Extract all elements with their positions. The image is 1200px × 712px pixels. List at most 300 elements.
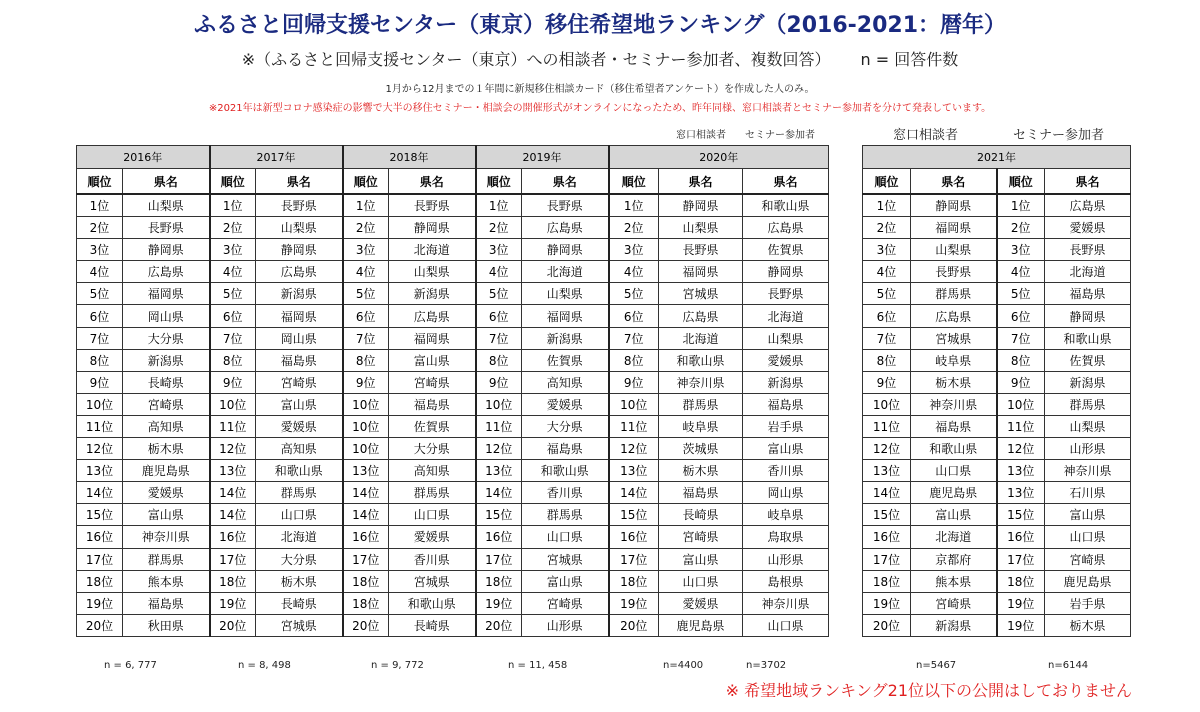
prefecture-cell-counter: 岐阜県 bbox=[911, 349, 997, 371]
prefecture-cell-counter: 神奈川県 bbox=[911, 393, 997, 415]
rank-cell-counter: 9位 bbox=[863, 371, 911, 393]
prefecture-cell-seminar: 岡山県 bbox=[743, 482, 829, 504]
rank-cell: 12位 bbox=[609, 438, 659, 460]
rank-cell: 5位 bbox=[343, 283, 389, 305]
table-row bbox=[863, 438, 1131, 460]
prefecture-cell: 北海道 bbox=[389, 239, 476, 261]
prefecture-cell-counter: 和歌山県 bbox=[911, 438, 997, 460]
prefecture-cell: 広島県 bbox=[522, 217, 609, 239]
prefecture-cell: 福島県 bbox=[123, 592, 210, 614]
year-header-2019: 2019年 bbox=[476, 146, 609, 169]
prefecture-cell-counter: 富山県 bbox=[911, 504, 997, 526]
prefecture-cell-seminar: 佐賀県 bbox=[1045, 349, 1131, 371]
prefecture-cell-counter: 長野県 bbox=[911, 261, 997, 283]
prefecture-cell-seminar: 石川県 bbox=[1045, 482, 1131, 504]
n-label-2019: n = 11, 458 bbox=[508, 660, 568, 671]
prefecture-cell: 大分県 bbox=[389, 438, 476, 460]
rank-cell: 14位 bbox=[210, 482, 256, 504]
table-row bbox=[863, 327, 1131, 349]
prefecture-cell: 新潟県 bbox=[522, 327, 609, 349]
rank-cell: 8位 bbox=[609, 349, 659, 371]
rank-cell: 16位 bbox=[210, 526, 256, 548]
rank-cell: 20位 bbox=[77, 614, 123, 636]
table-row bbox=[77, 570, 829, 592]
rank-cell-seminar: 8位 bbox=[997, 349, 1045, 371]
prefecture-cell-counter: 北海道 bbox=[911, 526, 997, 548]
prefecture-cell-seminar: 香川県 bbox=[743, 460, 829, 482]
subtitle-text: ※（ふるさと回帰支援センター（東京）への相談者・セミナー参加者、複数回答） bbox=[241, 50, 831, 69]
prefecture-cell: 山梨県 bbox=[522, 283, 609, 305]
table-row bbox=[77, 349, 829, 371]
prefecture-cell-seminar: 山形県 bbox=[1045, 438, 1131, 460]
prefecture-cell-seminar: 山口県 bbox=[1045, 526, 1131, 548]
rank-cell: 11位 bbox=[609, 415, 659, 437]
prefecture-cell: 宮崎県 bbox=[389, 371, 476, 393]
col-header-rank: 順位 bbox=[609, 169, 659, 195]
rank-cell: 10位 bbox=[476, 393, 522, 415]
prefecture-cell-counter: 熊本県 bbox=[911, 570, 997, 592]
prefecture-cell-counter: 鹿児島県 bbox=[659, 614, 743, 636]
prefecture-cell: 山梨県 bbox=[256, 217, 343, 239]
col-header-rank: 順位 bbox=[77, 169, 123, 195]
rank-cell: 17位 bbox=[476, 548, 522, 570]
rank-cell: 19位 bbox=[77, 592, 123, 614]
prefecture-cell-counter: 静岡県 bbox=[911, 194, 997, 217]
prefecture-cell-seminar: 福島県 bbox=[743, 393, 829, 415]
rank-cell: 19位 bbox=[476, 592, 522, 614]
prefecture-cell: 新潟県 bbox=[123, 349, 210, 371]
prefecture-cell: 長野県 bbox=[256, 194, 343, 217]
rank-cell: 8位 bbox=[476, 349, 522, 371]
prefecture-cell: 広島県 bbox=[389, 305, 476, 327]
rank-cell: 13位 bbox=[210, 460, 256, 482]
prefecture-cell: 大分県 bbox=[123, 327, 210, 349]
rank-cell: 18位 bbox=[343, 592, 389, 614]
prefecture-cell: 愛媛県 bbox=[522, 393, 609, 415]
col-header-rank-seminar: 順位 bbox=[997, 169, 1045, 195]
n-label-2021-seminar: n=6144 bbox=[1048, 660, 1089, 671]
rank-cell: 3位 bbox=[343, 239, 389, 261]
prefecture-cell-counter: 茨城県 bbox=[659, 438, 743, 460]
prefecture-cell: 秋田県 bbox=[123, 614, 210, 636]
table-row bbox=[77, 548, 829, 570]
rank-cell-counter: 3位 bbox=[863, 239, 911, 261]
prefecture-cell-counter: 宮崎県 bbox=[911, 592, 997, 614]
table-row bbox=[77, 592, 829, 614]
rank-cell: 14位 bbox=[77, 482, 123, 504]
prefecture-cell: 富山県 bbox=[522, 570, 609, 592]
rank-cell: 6位 bbox=[77, 305, 123, 327]
prefecture-cell: 佐賀県 bbox=[389, 415, 476, 437]
prefecture-cell: 高知県 bbox=[522, 371, 609, 393]
label-2020-seminar: セミナー参加者 bbox=[745, 130, 815, 141]
prefecture-cell: 宮城県 bbox=[522, 548, 609, 570]
prefecture-cell: 静岡県 bbox=[123, 239, 210, 261]
year-header-2021: 2021年 bbox=[863, 146, 1131, 169]
prefecture-cell-seminar: 広島県 bbox=[743, 217, 829, 239]
rank-cell-seminar: 7位 bbox=[997, 327, 1045, 349]
prefecture-cell: 宮城県 bbox=[256, 614, 343, 636]
table-row bbox=[863, 305, 1131, 327]
rank-cell-counter: 16位 bbox=[863, 526, 911, 548]
rank-cell: 3位 bbox=[210, 239, 256, 261]
rank-cell: 6位 bbox=[476, 305, 522, 327]
rank-cell: 1位 bbox=[609, 194, 659, 217]
rank-cell: 14位 bbox=[343, 504, 389, 526]
rank-cell-counter: 14位 bbox=[863, 482, 911, 504]
n-label-2018: n = 9, 772 bbox=[371, 660, 424, 671]
prefecture-cell: 群馬県 bbox=[522, 504, 609, 526]
rank-cell: 1位 bbox=[210, 194, 256, 217]
table-row bbox=[77, 504, 829, 526]
table-row bbox=[77, 194, 829, 217]
rank-cell: 10位 bbox=[343, 393, 389, 415]
rank-cell: 8位 bbox=[210, 349, 256, 371]
prefecture-cell-counter: 鹿児島県 bbox=[911, 482, 997, 504]
rank-cell: 4位 bbox=[343, 261, 389, 283]
rank-cell: 10位 bbox=[609, 393, 659, 415]
prefecture-cell: 長崎県 bbox=[256, 592, 343, 614]
rank-cell: 18位 bbox=[77, 570, 123, 592]
prefecture-cell-counter: 福島県 bbox=[659, 482, 743, 504]
prefecture-cell-seminar: 山梨県 bbox=[1045, 415, 1131, 437]
rank-cell: 14位 bbox=[609, 482, 659, 504]
col-header-pref-counter: 県名 bbox=[659, 169, 743, 195]
prefecture-cell: 新潟県 bbox=[256, 283, 343, 305]
rank-cell-seminar: 16位 bbox=[997, 526, 1045, 548]
prefecture-cell: 香川県 bbox=[389, 548, 476, 570]
rank-cell-seminar: 11位 bbox=[997, 415, 1045, 437]
prefecture-cell-seminar: 宮崎県 bbox=[1045, 548, 1131, 570]
prefecture-cell: 福岡県 bbox=[389, 327, 476, 349]
prefecture-cell: 和歌山県 bbox=[522, 460, 609, 482]
rank-cell: 9位 bbox=[77, 371, 123, 393]
rank-cell: 17位 bbox=[210, 548, 256, 570]
rank-cell-seminar: 19位 bbox=[997, 614, 1045, 636]
rank-cell: 4位 bbox=[210, 261, 256, 283]
rank-cell: 2位 bbox=[343, 217, 389, 239]
table-row bbox=[77, 217, 829, 239]
prefecture-cell: 鹿児島県 bbox=[123, 460, 210, 482]
rank-cell: 8位 bbox=[77, 349, 123, 371]
prefecture-cell-seminar: 長野県 bbox=[743, 283, 829, 305]
prefecture-cell-seminar: 静岡県 bbox=[743, 261, 829, 283]
prefecture-cell: 福岡県 bbox=[123, 283, 210, 305]
prefecture-cell-seminar: 鳥取県 bbox=[743, 526, 829, 548]
table-row bbox=[77, 614, 829, 636]
rank-cell: 15位 bbox=[476, 504, 522, 526]
prefecture-cell: 山口県 bbox=[522, 526, 609, 548]
rank-cell-seminar: 13位 bbox=[997, 460, 1045, 482]
table-row bbox=[863, 614, 1131, 636]
prefecture-cell: 山口県 bbox=[389, 504, 476, 526]
rank-cell: 5位 bbox=[210, 283, 256, 305]
prefecture-cell-counter: 福島県 bbox=[911, 415, 997, 437]
prefecture-cell-seminar: 島根県 bbox=[743, 570, 829, 592]
label-2021-seminar: セミナー参加者 bbox=[1013, 128, 1105, 143]
label-2021-counter: 窓口相談者 bbox=[893, 128, 959, 143]
prefecture-cell-counter: 広島県 bbox=[659, 305, 743, 327]
prefecture-cell-counter: 新潟県 bbox=[911, 614, 997, 636]
prefecture-cell: 高知県 bbox=[256, 438, 343, 460]
rank-cell: 19位 bbox=[609, 592, 659, 614]
rank-cell-counter: 8位 bbox=[863, 349, 911, 371]
prefecture-cell: 北海道 bbox=[256, 526, 343, 548]
prefecture-cell: 山梨県 bbox=[389, 261, 476, 283]
prefecture-cell-seminar: 岩手県 bbox=[1045, 592, 1131, 614]
rank-cell-counter: 6位 bbox=[863, 305, 911, 327]
rank-cell-counter: 10位 bbox=[863, 393, 911, 415]
n-label-2021-counter: n=5467 bbox=[916, 660, 957, 671]
prefecture-cell: 長野県 bbox=[522, 194, 609, 217]
prefecture-cell: 福島県 bbox=[389, 393, 476, 415]
rank-cell: 5位 bbox=[77, 283, 123, 305]
table-row bbox=[77, 393, 829, 415]
rank-cell: 8位 bbox=[343, 349, 389, 371]
table-row bbox=[863, 460, 1131, 482]
prefecture-cell-seminar: 岩手県 bbox=[743, 415, 829, 437]
prefecture-cell: 山形県 bbox=[522, 614, 609, 636]
prefecture-cell-counter: 京都府 bbox=[911, 548, 997, 570]
table-row bbox=[77, 415, 829, 437]
rank-cell: 16位 bbox=[476, 526, 522, 548]
subtitle bbox=[0, 47, 1200, 70]
prefecture-cell-seminar: 山口県 bbox=[743, 614, 829, 636]
prefecture-cell-counter: 栃木県 bbox=[911, 371, 997, 393]
rank-cell: 7位 bbox=[343, 327, 389, 349]
rank-cell: 16位 bbox=[609, 526, 659, 548]
prefecture-cell-seminar: 北海道 bbox=[1045, 261, 1131, 283]
prefecture-cell-counter: 山口県 bbox=[911, 460, 997, 482]
prefecture-cell: 高知県 bbox=[123, 415, 210, 437]
rank-cell-counter: 4位 bbox=[863, 261, 911, 283]
rank-cell: 13位 bbox=[77, 460, 123, 482]
table-row bbox=[77, 305, 829, 327]
prefecture-cell-seminar: 富山県 bbox=[1045, 504, 1131, 526]
rank-cell-seminar: 6位 bbox=[997, 305, 1045, 327]
prefecture-cell-seminar: 山梨県 bbox=[743, 327, 829, 349]
rank-cell: 2位 bbox=[210, 217, 256, 239]
prefecture-cell: 熊本県 bbox=[123, 570, 210, 592]
prefecture-cell-counter: 富山県 bbox=[659, 548, 743, 570]
rank-cell: 16位 bbox=[77, 526, 123, 548]
note-2021-covid: ※2021年は新型コロナ感染症の影響で大半の移住セミナー・相談会の開催形式がオンラインになったため、昨年同様、窓口相談者とセミナー参加者を分けて発表しています。 bbox=[208, 103, 992, 114]
table-row bbox=[863, 393, 1131, 415]
table-row bbox=[863, 239, 1131, 261]
prefecture-cell: 広島県 bbox=[123, 261, 210, 283]
prefecture-cell: 栃木県 bbox=[123, 438, 210, 460]
prefecture-cell-seminar: 長野県 bbox=[1045, 239, 1131, 261]
rank-cell: 17位 bbox=[77, 548, 123, 570]
table-row bbox=[863, 548, 1131, 570]
prefecture-cell-counter: 長崎県 bbox=[659, 504, 743, 526]
prefecture-cell-seminar: 新潟県 bbox=[1045, 371, 1131, 393]
rank-cell-seminar: 13位 bbox=[997, 482, 1045, 504]
rank-cell-counter: 12位 bbox=[863, 438, 911, 460]
prefecture-cell: 香川県 bbox=[522, 482, 609, 504]
prefecture-cell: 広島県 bbox=[256, 261, 343, 283]
prefecture-cell-counter: 宮城県 bbox=[659, 283, 743, 305]
rank-cell-counter: 1位 bbox=[863, 194, 911, 217]
prefecture-cell-seminar: 神奈川県 bbox=[1045, 460, 1131, 482]
year-header-2016: 2016年 bbox=[77, 146, 210, 169]
prefecture-cell-counter: 山梨県 bbox=[659, 217, 743, 239]
table-row bbox=[77, 371, 829, 393]
rank-cell-seminar: 9位 bbox=[997, 371, 1045, 393]
table-row bbox=[863, 504, 1131, 526]
prefecture-cell-counter: 群馬県 bbox=[911, 283, 997, 305]
rank-cell-counter: 7位 bbox=[863, 327, 911, 349]
rank-cell-seminar: 19位 bbox=[997, 592, 1045, 614]
prefecture-cell-counter: 群馬県 bbox=[659, 393, 743, 415]
rank-cell: 2位 bbox=[476, 217, 522, 239]
prefecture-cell-counter: 北海道 bbox=[659, 327, 743, 349]
rank-cell: 18位 bbox=[210, 570, 256, 592]
rank-cell: 7位 bbox=[476, 327, 522, 349]
table-row bbox=[77, 460, 829, 482]
prefecture-cell: 群馬県 bbox=[256, 482, 343, 504]
prefecture-cell: 富山県 bbox=[123, 504, 210, 526]
table-row bbox=[863, 194, 1131, 217]
table-row bbox=[863, 415, 1131, 437]
col-header-pref: 県名 bbox=[256, 169, 343, 195]
prefecture-cell: 長野県 bbox=[123, 217, 210, 239]
prefecture-cell: 長崎県 bbox=[123, 371, 210, 393]
prefecture-cell-counter: 栃木県 bbox=[659, 460, 743, 482]
rank-cell: 14位 bbox=[343, 482, 389, 504]
prefecture-cell-seminar: 北海道 bbox=[743, 305, 829, 327]
rank-cell: 11位 bbox=[210, 415, 256, 437]
year-header-2018: 2018年 bbox=[343, 146, 476, 169]
prefecture-cell-seminar: 静岡県 bbox=[1045, 305, 1131, 327]
table-row bbox=[863, 371, 1131, 393]
prefecture-cell-seminar: 佐賀県 bbox=[743, 239, 829, 261]
table-row bbox=[77, 482, 829, 504]
rank-cell-counter: 17位 bbox=[863, 548, 911, 570]
prefecture-cell: 宮城県 bbox=[389, 570, 476, 592]
prefecture-cell-seminar: 栃木県 bbox=[1045, 614, 1131, 636]
rank-cell: 2位 bbox=[77, 217, 123, 239]
prefecture-cell-counter: 福岡県 bbox=[911, 217, 997, 239]
table-row bbox=[863, 570, 1131, 592]
rank-cell: 9位 bbox=[609, 371, 659, 393]
prefecture-cell: 栃木県 bbox=[256, 570, 343, 592]
rank-cell-seminar: 4位 bbox=[997, 261, 1045, 283]
table-row bbox=[863, 482, 1131, 504]
rank-cell: 10位 bbox=[343, 415, 389, 437]
prefecture-cell: 宮崎県 bbox=[522, 592, 609, 614]
rank-cell-counter: 11位 bbox=[863, 415, 911, 437]
rank-cell: 18位 bbox=[609, 570, 659, 592]
prefecture-cell-counter: 宮崎県 bbox=[659, 526, 743, 548]
prefecture-cell-seminar: 愛媛県 bbox=[743, 349, 829, 371]
rank-cell: 5位 bbox=[609, 283, 659, 305]
rank-cell: 13位 bbox=[609, 460, 659, 482]
rank-cell-counter: 18位 bbox=[863, 570, 911, 592]
prefecture-cell-counter: 愛媛県 bbox=[659, 592, 743, 614]
rank-cell-counter: 5位 bbox=[863, 283, 911, 305]
rank-cell: 7位 bbox=[210, 327, 256, 349]
col-header-rank: 順位 bbox=[210, 169, 256, 195]
prefecture-cell-counter: 福岡県 bbox=[659, 261, 743, 283]
col-header-pref: 県名 bbox=[123, 169, 210, 195]
rank-cell: 11位 bbox=[77, 415, 123, 437]
rank-cell: 1位 bbox=[77, 194, 123, 217]
rank-cell: 18位 bbox=[476, 570, 522, 592]
footer-note: ※ 希望地域ランキング21位以下の公開はしておりません bbox=[725, 681, 1132, 700]
prefecture-cell-seminar: 神奈川県 bbox=[743, 592, 829, 614]
rank-cell: 19位 bbox=[210, 592, 256, 614]
prefecture-cell-seminar: 広島県 bbox=[1045, 194, 1131, 217]
prefecture-cell-counter: 長野県 bbox=[659, 239, 743, 261]
prefecture-cell: 愛媛県 bbox=[256, 415, 343, 437]
note-survey-scope: 1月から12月までの１年間に新規移住相談カード（移住希望者アンケート）を作成した人のみ。 bbox=[385, 84, 815, 95]
rank-cell: 12位 bbox=[210, 438, 256, 460]
table-row bbox=[77, 239, 829, 261]
rank-cell: 9位 bbox=[343, 371, 389, 393]
prefecture-cell: 富山県 bbox=[256, 393, 343, 415]
rank-cell-seminar: 12位 bbox=[997, 438, 1045, 460]
prefecture-cell-seminar: 富山県 bbox=[743, 438, 829, 460]
label-2020-counter: 窓口相談者 bbox=[676, 130, 726, 141]
rank-cell: 20位 bbox=[476, 614, 522, 636]
rank-cell: 16位 bbox=[343, 526, 389, 548]
prefecture-cell-seminar: 岐阜県 bbox=[743, 504, 829, 526]
rank-cell: 6位 bbox=[609, 305, 659, 327]
n-label-2016: n = 6, 777 bbox=[104, 660, 157, 671]
table-row bbox=[77, 283, 829, 305]
rank-cell: 15位 bbox=[77, 504, 123, 526]
rank-cell: 10位 bbox=[77, 393, 123, 415]
subtitle-n-note: n = 回答件数 bbox=[860, 50, 959, 69]
ranking-table-2016-2020 bbox=[76, 145, 829, 637]
prefecture-cell-seminar: 新潟県 bbox=[743, 371, 829, 393]
rank-cell: 1位 bbox=[343, 194, 389, 217]
prefecture-cell-counter: 山梨県 bbox=[911, 239, 997, 261]
rank-cell: 18位 bbox=[343, 570, 389, 592]
rank-cell-counter: 20位 bbox=[863, 614, 911, 636]
rank-cell: 13位 bbox=[343, 460, 389, 482]
prefecture-cell: 岡山県 bbox=[123, 305, 210, 327]
prefecture-cell: 北海道 bbox=[522, 261, 609, 283]
col-header-pref: 県名 bbox=[522, 169, 609, 195]
prefecture-cell: 福島県 bbox=[256, 349, 343, 371]
n-label-2020-seminar: n=3702 bbox=[746, 660, 787, 671]
col-header-pref: 県名 bbox=[389, 169, 476, 195]
prefecture-cell-counter: 神奈川県 bbox=[659, 371, 743, 393]
prefecture-cell: 静岡県 bbox=[522, 239, 609, 261]
rank-cell-counter: 2位 bbox=[863, 217, 911, 239]
prefecture-cell: 静岡県 bbox=[256, 239, 343, 261]
prefecture-cell: 大分県 bbox=[256, 548, 343, 570]
col-header-rank: 順位 bbox=[476, 169, 522, 195]
prefecture-cell: 山梨県 bbox=[123, 194, 210, 217]
prefecture-cell: 大分県 bbox=[522, 415, 609, 437]
prefecture-cell: 宮崎県 bbox=[123, 393, 210, 415]
rank-cell: 12位 bbox=[77, 438, 123, 460]
prefecture-cell-counter: 和歌山県 bbox=[659, 349, 743, 371]
prefecture-cell: 高知県 bbox=[389, 460, 476, 482]
rank-cell: 14位 bbox=[210, 504, 256, 526]
rank-cell: 17位 bbox=[609, 548, 659, 570]
table-row bbox=[77, 261, 829, 283]
prefecture-cell: 佐賀県 bbox=[522, 349, 609, 371]
table-row bbox=[77, 438, 829, 460]
rank-cell: 2位 bbox=[609, 217, 659, 239]
prefecture-cell: 福島県 bbox=[522, 438, 609, 460]
prefecture-cell: 群馬県 bbox=[123, 548, 210, 570]
col-header-rank-counter: 順位 bbox=[863, 169, 911, 195]
